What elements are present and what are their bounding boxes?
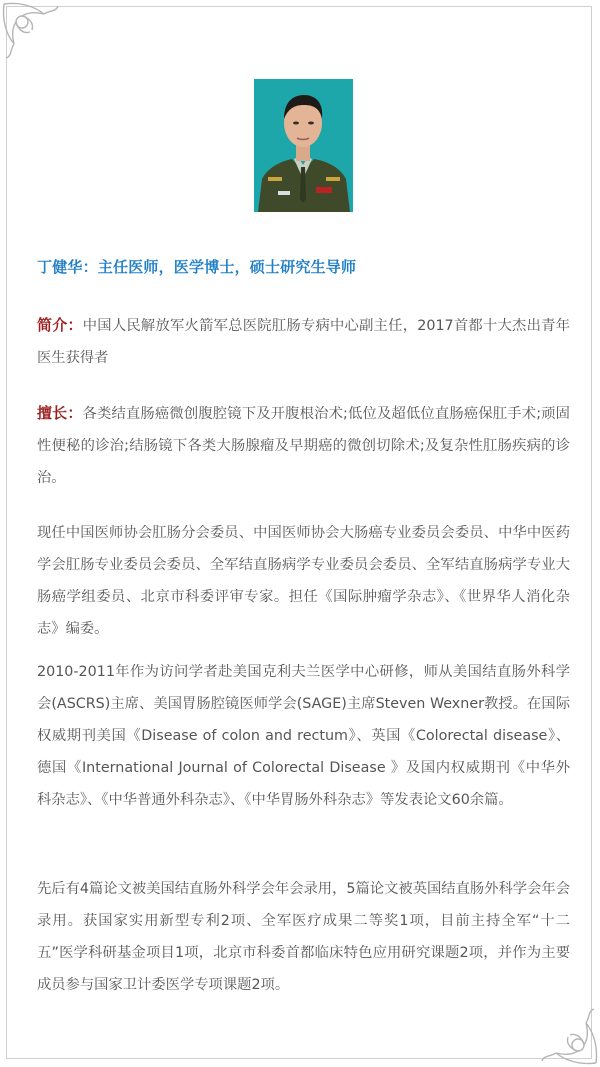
committee-paragraph: 现任中国医师协会肛肠分会委员、中国医师协会大肠癌专业委员会委员、中华中医药学会肛肠专业委员会委员、全军结直肠病学专业委员会委员、全军结直肠病学专业大肠癌学组委员、北京市科委评审专家。担任《国际肿瘤学杂志》、《世界华人消化杂志》编委。 xyxy=(37,525,570,637)
ornament-corner-bottom-right xyxy=(536,1007,600,1067)
intro-text: 中国人民解放军火箭军总医院肛肠专病中心副主任，2017首都十大杰出青年医生获得者 xyxy=(37,318,570,366)
doctor-portrait xyxy=(254,79,353,212)
intro-paragraph xyxy=(37,309,570,374)
intro-label: 简介： xyxy=(37,316,83,334)
expertise-text: 各类结直肠癌微创腹腔镜下及开腹根治术;低位及超低位直肠癌保肛手术;顽固性便秘的诊治;结肠镜下各类大肠腺瘤及早期癌的微创切除术;及复杂性肛肠疾病的诊治。 xyxy=(37,406,570,486)
ornament-corner-top-left xyxy=(0,0,64,60)
research-paragraph: 2010-2011年作为访问学者赴美国克利夫兰医学中心研修，师从美国结直肠外科学会(ASCRS)主席、美国胃肠腔镜医师学会(SAGE)主席Steven Wexner教授。在国际权威期刊美国《Disease of colon and rectum》、英国《Colorectal disease》、德国《International Journal of Colorectal Disease 》及国内权威期刊《中华外科杂志》、《中华普通外科杂志》、《中华胃肠外科杂志》等发表论文60余篇。 xyxy=(37,664,570,808)
expertise-label: 擅长： xyxy=(37,404,83,422)
doctor-title: 丁健华：主任医师，医学博士，硕士研究生导师 xyxy=(37,258,357,276)
expertise-paragraph xyxy=(37,397,570,494)
achievements-paragraph: 先后有4篇论文被美国结直肠外科学会年会录用，5篇论文被英国结直肠外科学会年会录用。获国家实用新型专利2项、全军医疗成果二等奖1项，目前主持全军“十二五”医学科研基金项目1项，北京市科委首都临床特色应用研究课题2项，并作为主要成员参与国家卫计委医学专项课题2项。 xyxy=(37,881,570,993)
